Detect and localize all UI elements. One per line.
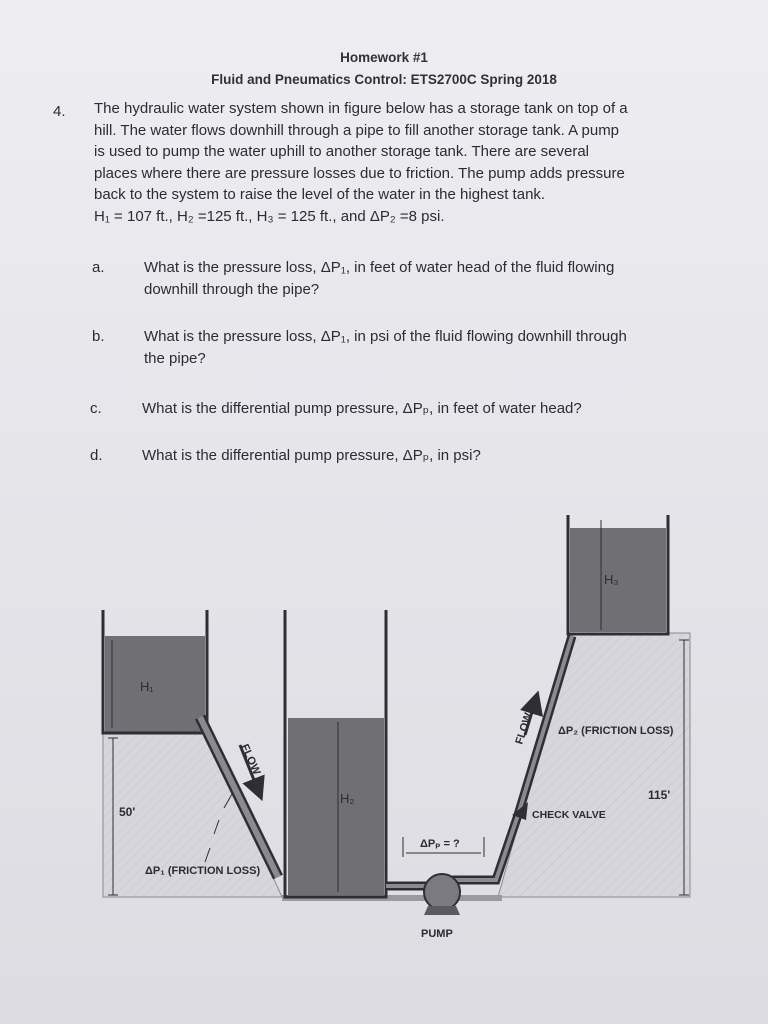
h1-label: H₁ (140, 679, 154, 694)
hill-right (498, 633, 690, 897)
question-text: What is the pressure loss, ΔP₁, in feet of water head of the fluid flowing (144, 259, 615, 276)
h2-label: H₂ (340, 791, 355, 806)
problem-number: 4. (53, 103, 66, 120)
flow-up-label: FLOW (513, 711, 535, 746)
question-label: b. (92, 328, 105, 345)
question-label: d. (90, 447, 103, 464)
statement-line: places where there are pressure losses due to friction. The pump adds pressure (94, 164, 625, 182)
hydraulic-system-diagram (0, 480, 768, 950)
question-text: What is the differential pump pressure, ΔPₚ, in feet of water head? (142, 400, 582, 417)
tank-lower-middle (285, 610, 386, 897)
dpp-label: ΔPₚ = ? (420, 838, 460, 850)
dp1-friction-label: ΔP₁ (FRICTION LOSS) (145, 865, 261, 877)
left-height-label: 50' (119, 805, 136, 819)
problem-statement (94, 98, 744, 227)
statement-line: back to the system to raise the level of the water in the highest tank. (94, 186, 546, 203)
tank-upper-left (103, 610, 207, 733)
question-text: downhill through the pipe? (144, 280, 320, 298)
flow-down-arrow (238, 742, 262, 790)
question-text: What is the differential pump pressure, ΔPₚ, in psi? (142, 447, 481, 464)
homework-title: Homework #1 (340, 50, 428, 65)
flow-down-label: FLOW (238, 742, 263, 777)
pump-symbol (424, 874, 460, 915)
pump-label: PUMP (421, 928, 453, 940)
question-label: c. (90, 400, 102, 417)
given-values: H₁ = 107 ft., H₂ =125 ft., H₃ = 125 ft., and ΔP₂ =8 psi. (94, 207, 445, 225)
h3-label: H₃ (604, 572, 619, 587)
question-text: What is the pressure loss, ΔP₁, in psi of the fluid flowing downhill through (144, 328, 627, 345)
statement-line: is used to pump the water uphill to another storage tank. There are several (94, 143, 590, 160)
dpp-dimension (403, 837, 484, 857)
right-height-label: 115' (648, 788, 671, 802)
check-valve-label: CHECK VALVE (532, 809, 606, 821)
course-title: Fluid and Pneumatics Control: ETS2700C Spring 2018 (211, 72, 557, 87)
question-label: a. (92, 259, 105, 276)
flow-up-arrow (513, 702, 535, 746)
dp2-friction-label: ΔP₂ (FRICTION LOSS) (558, 725, 674, 737)
statement-line: The hydraulic water system shown in figure below has a storage tank on top of a (94, 100, 628, 117)
statement-line: hill. The water flows downhill through a pipe to fill another storage tank. A pump (94, 121, 620, 139)
question-text: the pipe? (144, 349, 206, 367)
